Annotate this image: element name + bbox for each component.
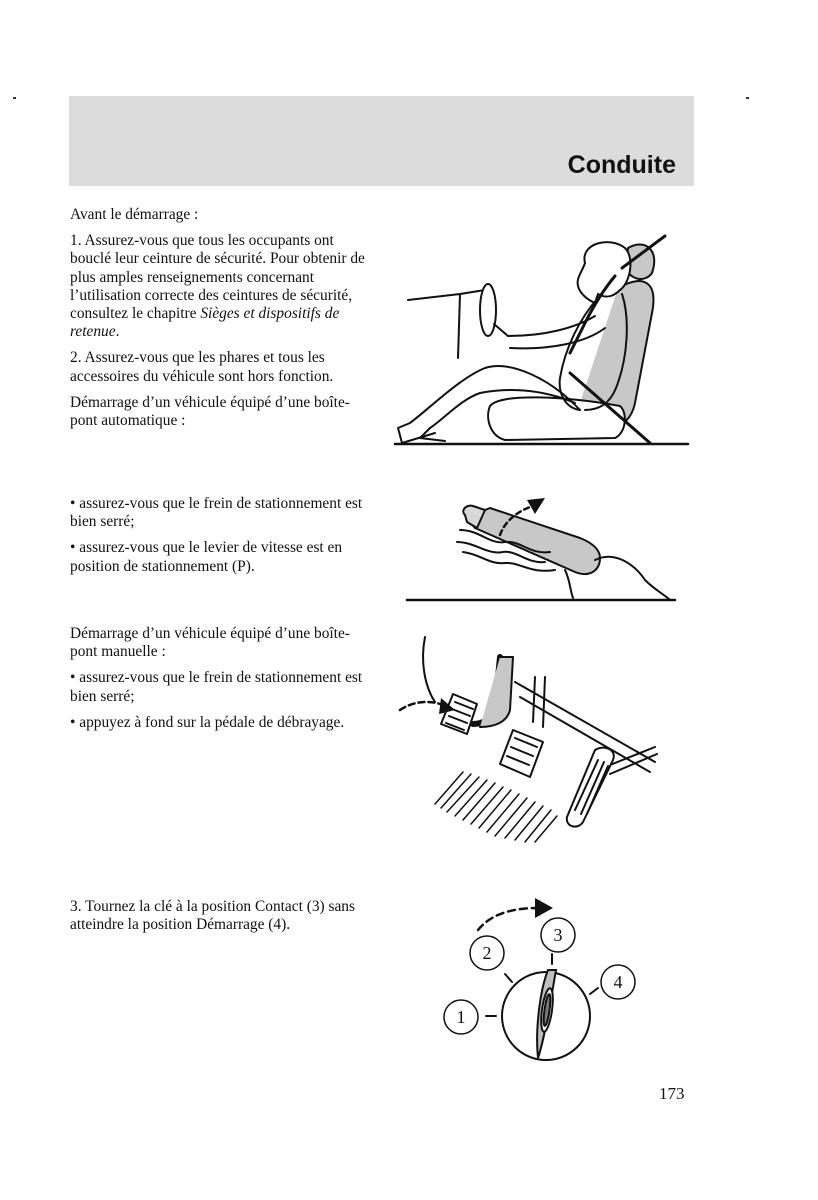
bullet-icon: • — [70, 713, 76, 731]
bullet-text: assurez-vous que le frein de stationnement est bien serré; — [70, 669, 363, 705]
page-number: 173 — [659, 1084, 685, 1103]
bullet-text: assurez-vous que le levier de vitesse est en position de stationnement (P). — [70, 539, 343, 575]
seatbelt-driver-illustration — [390, 228, 690, 453]
list-item — [70, 539, 370, 575]
list-item — [70, 669, 370, 705]
bullet-icon: • — [70, 495, 76, 512]
ignition-positions-illustration — [440, 890, 645, 1065]
automatic-heading: Démarrage d’un véhicule équipé d’une boîte-pont automatique : — [70, 393, 350, 430]
parking-brake-illustration — [405, 490, 680, 605]
automatic-bullets — [70, 495, 370, 584]
step-1-end: . — [115, 323, 120, 341]
intro-text: Avant le démarrage : — [70, 206, 199, 223]
bullet-icon: • — [70, 539, 76, 557]
position-4-label: 4 — [613, 972, 623, 992]
position-1-label: 1 — [456, 1007, 466, 1027]
list-item — [70, 714, 370, 732]
position-3-label: 3 — [553, 925, 563, 945]
crop-mark-left — [13, 97, 16, 99]
manual-heading: Démarrage d’un véhicule équipé d’une boîte-pont manuelle : — [70, 625, 350, 661]
step-1 — [70, 232, 370, 341]
position-2-label: 2 — [482, 943, 492, 963]
step-3-section — [70, 898, 370, 942]
bullet-icon: • — [70, 669, 76, 687]
step-1-text: 1. Assurez-vous que tous les occupants ont bouclé leur ceinture de sécurité. Pour obtenir de plus amples renseignements concernant l’utilisation correcte des ceintures de sécurité, consultez le chapitre — [70, 232, 365, 323]
clutch-pedal-illustration — [395, 632, 675, 857]
bullet-text: assurez-vous que le frein de stationnement est bien serré; — [70, 495, 363, 531]
step-3: 3. Tournez la clé à la position Contact (3) sans atteindre la position Démarrage (4). — [70, 898, 355, 934]
manual-section — [70, 625, 370, 740]
crop-mark-right — [746, 97, 749, 99]
section-before-start — [70, 206, 370, 438]
list-item — [70, 495, 370, 531]
bullet-text: appuyez à fond sur la pédale de débrayage. — [79, 713, 345, 731]
chapter-header — [69, 96, 694, 186]
step-2: 2. Assurez-vous que les phares et tous les accessoires du véhicule sont hors fonction. — [70, 349, 334, 385]
chapter-title: Conduite — [567, 151, 676, 179]
step-1-chapter-ref: Sièges et dispositifs de retenue — [70, 305, 340, 341]
